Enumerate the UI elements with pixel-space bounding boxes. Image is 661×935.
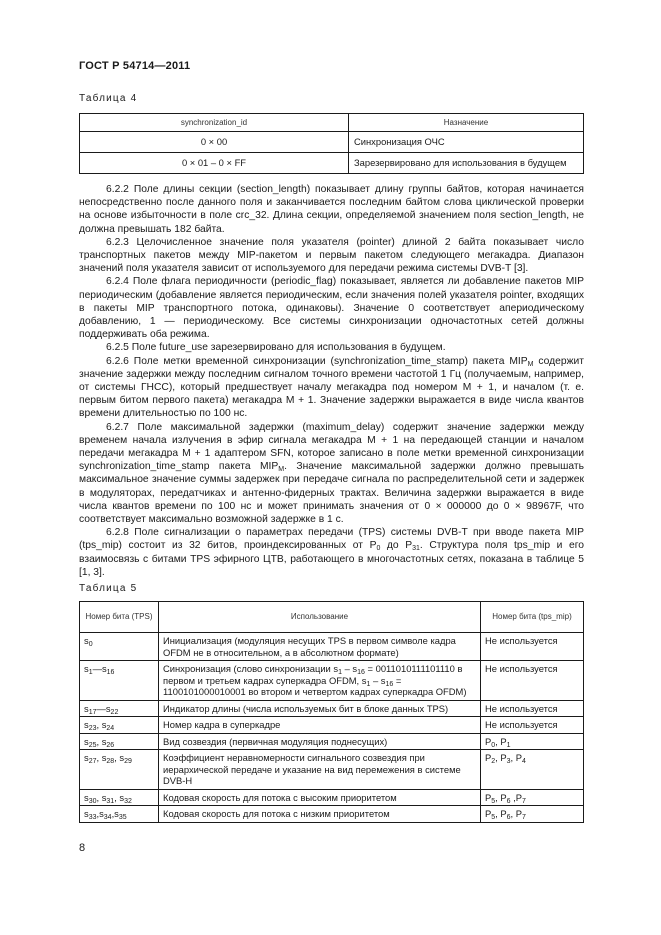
table4-header-cell: Назначение [349, 114, 584, 132]
table4 [79, 113, 584, 174]
table-row [80, 789, 584, 806]
table5-header-cell: Использование [159, 602, 481, 633]
table5-header-cell: Номер бита (TPS) [80, 602, 159, 633]
page-number: 8 [79, 842, 86, 854]
bit-mip-cell: $P_5$, $P_6$ $,P_7$ [481, 789, 584, 806]
usage-cell: Коэффициент неравномерности сигнального созвездия при иерархической передаче и указание на вид перемежения в системе DVB-H [159, 750, 481, 790]
bit-mip-cell: Не используется [481, 661, 584, 701]
usage-cell: Кодовая скорость для потока с низким приоритетом [159, 806, 481, 823]
table-row [80, 806, 584, 823]
body-text [79, 183, 584, 579]
paragraph-6-2-3: 6.2.3 Целочисленное значение поля указателя (pointer) длиной 2 байта показывает число транспортных пакетов между MIP-пакетом и первым пакетом следующего мегакадра. Диапазон значений поля указателя зависит от используемого для передачи режима системы DVB-T [3]. [79, 236, 584, 275]
usage-cell: Инициализация (модуляция несущих TPS в первом символе кадра OFDM не в относительном, а в абсолютном формате) [159, 633, 481, 661]
text-run: 6.2.8 Поле сигнализации о параметрах передачи (TPS) системы DVB-T при вводе пакета MIP (tps_mip) состоит из 32 битов, проиндексированных от P [79, 527, 584, 552]
bit-mip-cell: Не используется [481, 700, 584, 717]
subscript: 31 [412, 545, 420, 553]
usage-cell: Синхронизация (слово синхронизации $s_1 - s_{16} = 0011010111101110$ в первом и третьем кадрах суперкадра OFDM, $s_1 - s_{16} = 1100101000010001$ во втором и четвертом кадрах суперкадра OFDM) [159, 661, 481, 701]
table5-header-cell: Номер бита (tps_mip) [481, 602, 584, 633]
subscript: M [527, 360, 534, 368]
table-row [80, 132, 584, 153]
bit-tps-cell: $s_1—s_{16}$ [80, 661, 159, 701]
subscript: M [278, 466, 285, 474]
bit-mip-cell: $P_0$, $P_1$ [481, 733, 584, 750]
document-header: ГОСТ Р 54714—2011 [79, 60, 191, 72]
table-row [80, 153, 584, 174]
bit-tps-cell: $s_{30}$, $s_{31}$, $s_{32}$ [80, 789, 159, 806]
text-run: 6.2.6 Поле метки временной синхронизации (synchronization_time_stamp) пакета MIP [106, 355, 528, 367]
subscript: 0 [376, 545, 381, 553]
table-row [80, 633, 584, 661]
text-run: 6.2.7 Поле максимальной задержки (maximum_delay) содержит значение задержки между временем начала излучения в эфир сигнала мегакадра M + 1 на передающей станции и началом передачи мегакадра M + 1 адаптером SFN, которое записано в поле метки временной синхронизации synchronization_time_stamp пакета MIP [79, 421, 584, 473]
bit-mip-cell: $P_2$, $P_3$, $P_4$ [481, 750, 584, 790]
usage-cell: Номер кадра в суперкадре [159, 717, 481, 734]
table4-caption: Таблица 4 [79, 93, 138, 104]
table5 [79, 601, 584, 823]
bit-tps-cell: $s_0$ [80, 633, 159, 661]
usage-cell: Кодовая скорость для потока с высоким приоритетом [159, 789, 481, 806]
bit-mip-cell: Не используется [481, 633, 584, 661]
text-run: до P [380, 540, 413, 552]
paragraph-6-2-5: 6.2.5 Поле future_use зарезервировано для использования в будущем. [106, 342, 446, 354]
table-row [80, 717, 584, 734]
table4-cell: Зарезервировано для использования в будущем [349, 153, 584, 174]
table5-header-row [80, 602, 584, 633]
bit-tps-cell: $s_{25}$, $s_{26}$ [80, 733, 159, 750]
bit-tps-cell: $s_{23}$, $s_{24}$ [80, 717, 159, 734]
paragraph-6-2-7 [79, 421, 584, 527]
bit-mip-cell: $P_5$, $P_6$, $P_7$ [481, 806, 584, 823]
usage-cell: Вид созвездия (первичная модуляция поднесущих) [159, 733, 481, 750]
paragraph-6-2-6 [79, 355, 584, 421]
table4-cell: 0 × 01 – 0 × FF [80, 153, 349, 174]
text-run: . Значение максимальной задержки должно превышать максимальное значение суммы задержек при передаче сигнала по распределительной сети и задержек в модуляторах, передатчиках и антенно-фидерных трактах. Величина задержки выражается в виде числа квантов времени по 100 нс и может принимать значения от 0 × 000000 до 0 × 98967F, что соответствует максимально возможной задержке в 1 с. [79, 461, 584, 526]
usage-cell: Индикатор длины (числа используемых бит в блоке данных TPS) [159, 700, 481, 717]
table4-header-row [80, 114, 584, 132]
paragraph-6-2-8 [79, 526, 584, 579]
table5-caption: Таблица 5 [79, 583, 138, 594]
text-run: содержит значение задержки между последним сигналом точного времени частотой 1 Гц (получаемым, например, от системы ГНСС), который предшествует началу мегакадра под номером M + 1, и началом (т. е. первым битом первого пакета) мегакадра M + 1. Значение задержки выражается в виде числа квантов времени длительностью по 100 нс. [79, 355, 584, 420]
table4-header-cell: synchronization_id [80, 114, 349, 132]
table4-cell: Синхронизация ОЧС [349, 132, 584, 153]
paragraph-6-2-4: 6.2.4 Поле флага периодичности (periodic_flag) показывает, является ли добавление пакетов MIP периодическим (добавление является периодическим, если значения полей указателя pointer, входящих в пакеты MIP транспортного потока, одинаковы). Значение 0 соответствует апериодическому добавлению, 1 — периодическому. Все системы синхронизации одночастотных сетей должны поддерживать оба режима. [79, 276, 584, 341]
bit-tps-cell: $s_{27}$, $s_{28}$, $s_{29}$ [80, 750, 159, 790]
bit-tps-cell: $s_{17}—s_{22}$ [80, 700, 159, 717]
table-row [80, 733, 584, 750]
table-row [80, 750, 584, 790]
table-row [80, 661, 584, 701]
bit-tps-cell: $s_{33},s_{34},s_{35}$ [80, 806, 159, 823]
paragraph-6-2-2: 6.2.2 Поле длины секции (section_length) показывает длину группы байтов, которая начинается непосредственно после данного поля и заканчивается последним байтом слова циклической проверки на основе избыточности в поле crc_32. Длина секции, определяемой значением поля section_length, не должна превышать 182 байта. [79, 184, 584, 235]
table-row [80, 700, 584, 717]
table4-cell: 0 × 00 [80, 132, 349, 153]
bit-mip-cell: Не используется [481, 717, 584, 734]
text-run: . Структура поля tps_mip и его взаимосвязь с битами TPS эфирного ЦТВ, работающего в многочастотных сетях, показана в таблице 5 [1, 3]. [79, 540, 585, 578]
